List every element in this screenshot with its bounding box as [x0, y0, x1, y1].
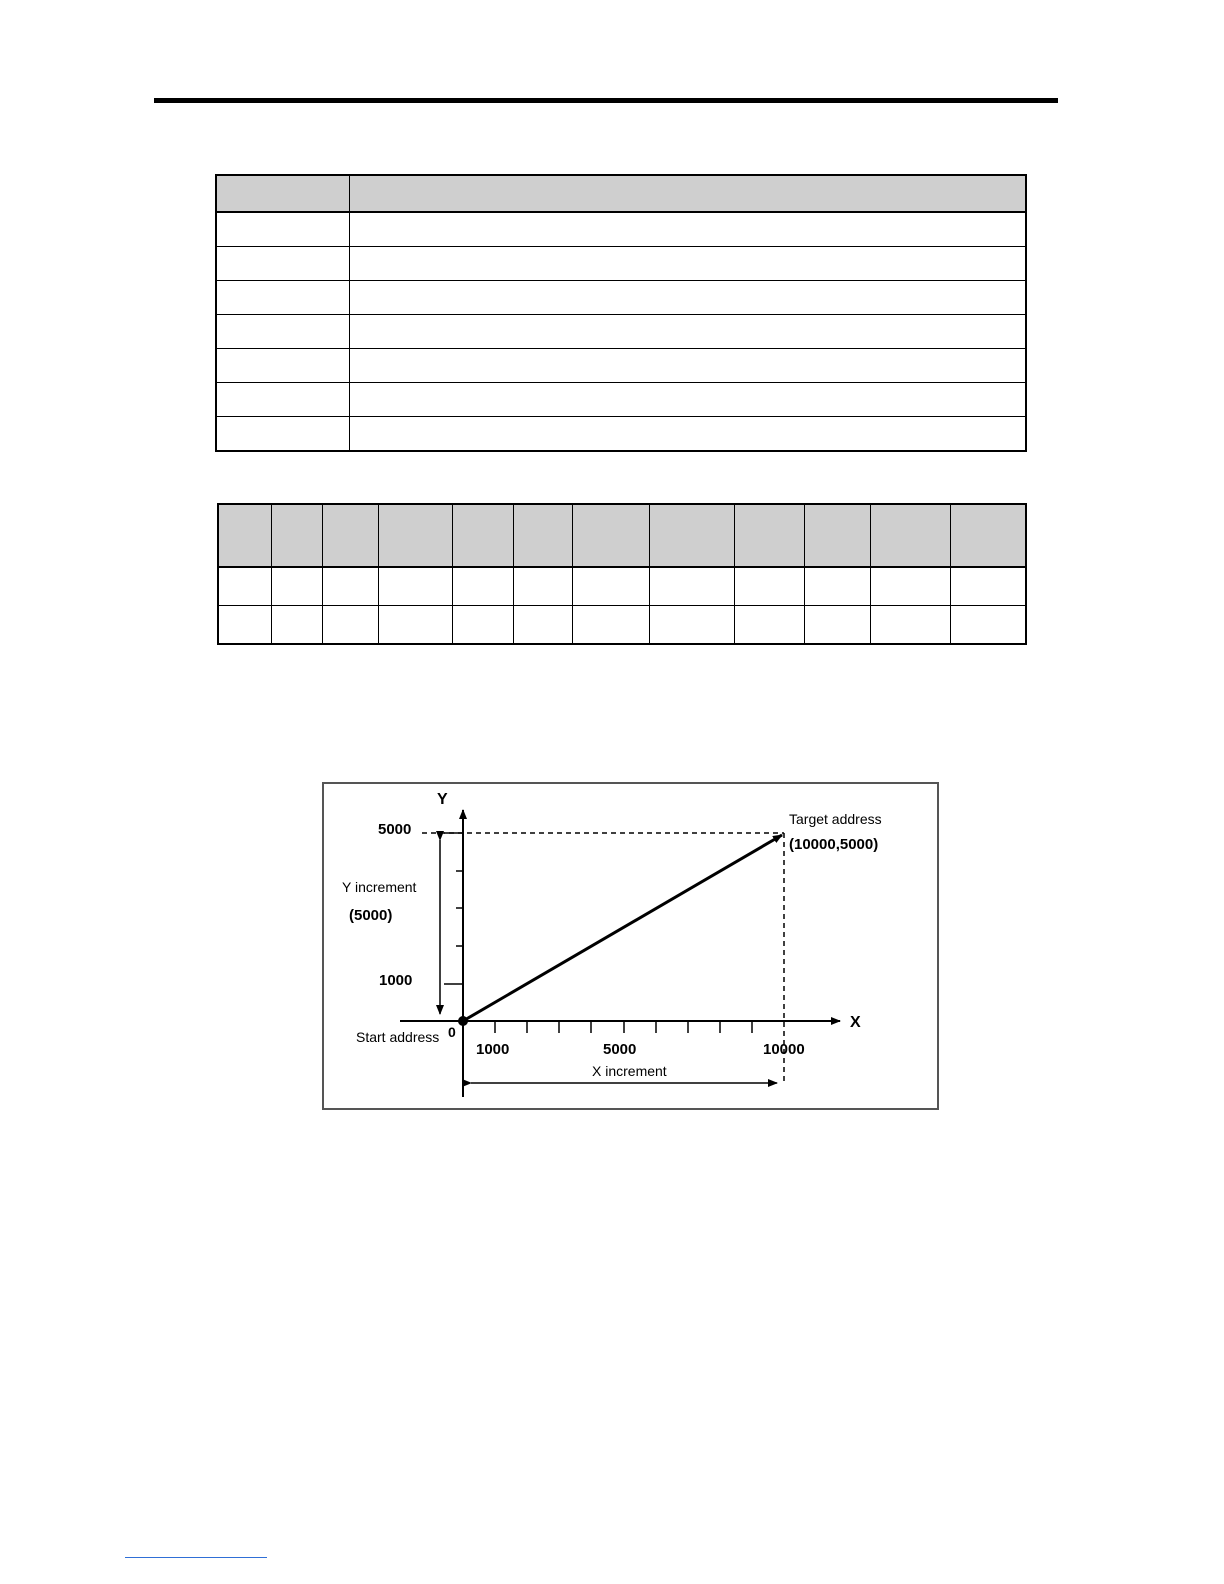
table-header-cell: [649, 504, 734, 567]
table-cell: [870, 606, 950, 645]
table-cell: [349, 383, 1026, 417]
x-tick-label: 1000: [476, 1041, 510, 1058]
table-header-cell: [452, 504, 513, 567]
table-row: [216, 212, 1026, 247]
table-cell: [734, 567, 804, 606]
table-cell: [649, 567, 734, 606]
table-cell: [349, 281, 1026, 315]
table-cell: [452, 606, 513, 645]
target-coords-label: (10000,5000): [789, 836, 879, 853]
table-cell: [804, 606, 870, 645]
header-rule: [154, 98, 1058, 103]
y-increment-value: (5000): [349, 907, 393, 924]
table-header-row: [216, 175, 1026, 212]
table-cell: [216, 212, 349, 247]
table-cell: [950, 606, 1026, 645]
y-tick-label: 1000: [379, 972, 413, 989]
table-cell: [349, 349, 1026, 383]
table-cell: [349, 315, 1026, 349]
table-header-cell: [271, 504, 322, 567]
table-header-cell: [870, 504, 950, 567]
table-cell: [950, 567, 1026, 606]
table-cell: [349, 417, 1026, 452]
table-header-cell: [322, 504, 378, 567]
table-row: [218, 567, 1026, 606]
target-address-label: Target address: [789, 811, 882, 827]
table-header-cell: [804, 504, 870, 567]
positioning-data-table: [217, 503, 1027, 645]
table-cell: [218, 567, 271, 606]
table-cell: [218, 606, 271, 645]
y-increment-label: Y increment: [342, 879, 417, 895]
table-cell: [649, 606, 734, 645]
table-header-cell: [218, 504, 271, 567]
table-cell: [216, 247, 349, 281]
table-header-cell: [572, 504, 649, 567]
table-header-cell: [513, 504, 572, 567]
table-cell: [216, 383, 349, 417]
table-cell: [452, 567, 513, 606]
y-tick-label: 5000: [378, 821, 412, 838]
table-cell: [870, 567, 950, 606]
table-cell: [734, 606, 804, 645]
table-header-cell: [950, 504, 1026, 567]
y-axis-label: Y: [437, 791, 448, 808]
table-row: [216, 247, 1026, 281]
table-header-cell: [378, 504, 452, 567]
start-address-label: Start address: [356, 1029, 440, 1045]
table-cell: [513, 567, 572, 606]
table-cell: [216, 281, 349, 315]
table-row: [216, 383, 1026, 417]
table-row: [216, 281, 1026, 315]
table-cell: [378, 606, 452, 645]
table-cell: [216, 315, 349, 349]
table-cell: [216, 417, 349, 452]
table-cell: [322, 606, 378, 645]
table-row: [216, 349, 1026, 383]
table-header-cell: [216, 175, 349, 212]
table-cell: [271, 606, 322, 645]
x-increment-label: X increment: [592, 1063, 667, 1079]
table-cell: [349, 247, 1026, 281]
table-row: [216, 417, 1026, 452]
table-cell: [271, 567, 322, 606]
table-header-cell: [349, 175, 1026, 212]
table-cell: [804, 567, 870, 606]
table-row: [216, 315, 1026, 349]
origin-label: 0: [448, 1024, 456, 1040]
table-cell: [378, 567, 452, 606]
x-axis-label: X: [850, 1014, 861, 1031]
table-cell: [513, 606, 572, 645]
parameter-table: [215, 174, 1027, 452]
table-row: [218, 606, 1026, 645]
table-cell: [572, 567, 649, 606]
table-cell: [322, 567, 378, 606]
linear-interpolation-diagram: [322, 782, 939, 1110]
diagram-frame: [323, 783, 938, 1109]
table-cell: [572, 606, 649, 645]
start-point-marker: [458, 1016, 468, 1026]
x-tick-label: 5000: [603, 1041, 637, 1058]
x-tick-label: 10000: [763, 1041, 805, 1058]
table-header-cell: [734, 504, 804, 567]
table-cell: [216, 349, 349, 383]
table-header-row: [218, 504, 1026, 567]
footer-link-underline[interactable]: [125, 1557, 267, 1558]
table-cell: [349, 212, 1026, 247]
